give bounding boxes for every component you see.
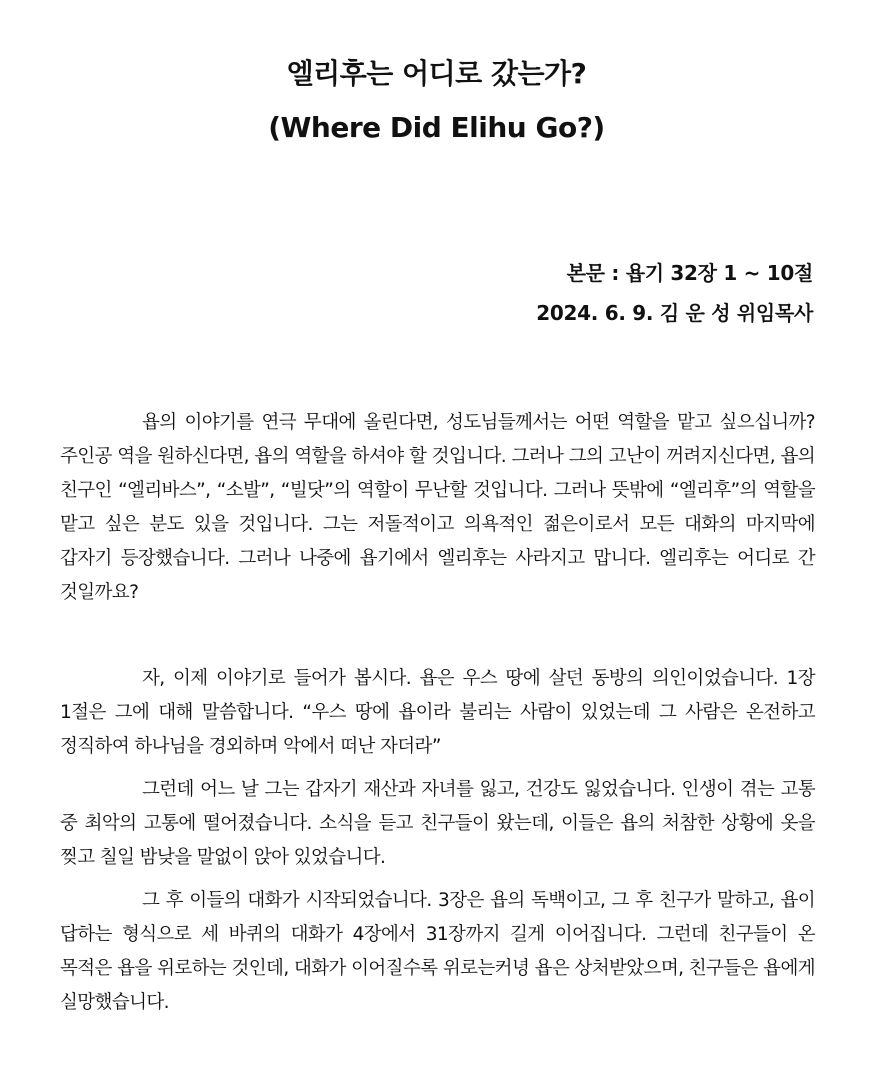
date-author: 2024. 6. 9. 김 운 성 위임목사 <box>536 301 813 325</box>
paragraph-3 <box>60 773 815 875</box>
paragraph-text: 그런데 어느 날 그는 갑자기 재산과 자녀를 잃고, 건강도 잃었습니다. 인생이 겪는 고통 중 최악의 고통에 떨어졌습니다. 소식을 듣고 친구들이 왔는데, 이들은 욥의 처참한 상황에 옷을 찢고 칠일 밤낮을 말없이 앉아 있었습니다. <box>60 779 815 868</box>
paragraph-2 <box>60 662 815 764</box>
title-korean: 엘리후는 어디로 갔는가? <box>286 57 587 90</box>
paragraph-1 <box>60 406 815 610</box>
paragraph-text: 그 후 이들의 대화가 시작되었습니다. 3장은 욥의 독백이고, 그 후 친구가 말하고, 욥이 답하는 형식으로 세 바퀴의 대화가 4장에서 31장까지 길게 이어집니다. 그런데 친구들이 온 목적은 욥을 위로하는 것인데, 대화가 이어질수록 위로는커녕 욥은 상처받았으며, 친구들은 욥에게 실망했습니다. <box>60 890 815 1013</box>
paragraph-text: 욥의 이야기를 연극 무대에 올린다면, 성도님들께서는 어떤 역할을 맡고 싶으십니까? 주인공 역을 원하신다면, 욥의 역할을 하셔야 할 것입니다. 그러나 그의 고난이 꺼려지신다면, 욥의 친구인 “엘리바스”, “소발”, “빌닷”의 역할이 무난할 것입니다. 그러나 뜻밖에 “엘리후”의 역할을 맡고 싶은 분도 있을 것입니다. 그는 저돌적이고 의욕적인 젊은이로서 모든 대화의 마지막에 갑자기 등장했습니다. 그러나 나중에 욥기에서 엘리후는 사라지고 맙니다. 엘리후는 어디로 간 것일까요? <box>60 412 815 603</box>
title-english: (Where Did Elihu Go?) <box>268 111 605 144</box>
paragraph-4 <box>60 884 815 1020</box>
paragraph-text: 자, 이제 이야기로 들어가 봅시다. 욥은 우스 땅에 살던 동방의 의인이었습니다. 1장 1절은 그에 대해 말씀합니다. “우스 땅에 욥이라 불리는 사람이 있었는데 그 사람은 온전하고 정직하여 하나님을 경외하며 악에서 떠난 자더라” <box>60 668 815 757</box>
scripture-reference: 본문 : 욥기 32장 1 ~ 10절 <box>566 261 813 285</box>
